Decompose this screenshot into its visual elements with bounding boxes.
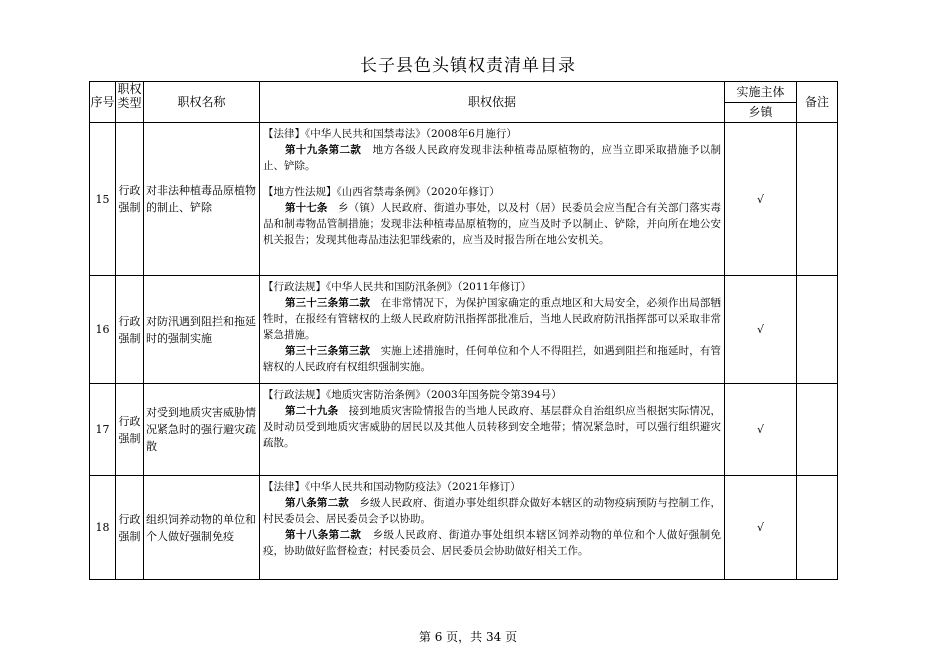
- row-type: 行政强制: [116, 476, 144, 580]
- powers-table: [89, 81, 838, 580]
- page-title: 长子县色头镇权责清单目录: [360, 56, 576, 76]
- basis-article: 第十七条: [285, 202, 328, 214]
- header-type: 职权类型: [116, 82, 144, 123]
- basis-article: 第八条第二款: [285, 497, 349, 509]
- row-subject-check: √: [725, 476, 797, 580]
- row-name: 对受到地质灾害威胁情况紧急时的强行避灾疏散: [144, 384, 260, 476]
- row-type: 行政强制: [116, 384, 144, 476]
- basis-source: 【行政法规】《地质灾害防治条例》（2003年国务院令第394号）: [263, 389, 562, 401]
- row-seq: 16: [90, 276, 116, 384]
- basis-text: 实施上述措施时，任何单位和个人不得阻拦，如遇到阻拦和拖延时，有管辖权的人民政府有权组织强制实施。: [263, 345, 722, 373]
- basis-article: 第十九条第二款: [285, 144, 362, 156]
- row-note: [797, 476, 838, 580]
- row-name: 对防汛遇到阻拦和拖延时的强制实施: [144, 276, 260, 384]
- basis-source: 【法律】《中华人民共和国禁毒法》（2008年6月施行）: [263, 128, 517, 140]
- basis-article: 第二十九条: [285, 405, 339, 417]
- row-subject-check: √: [725, 384, 797, 476]
- row-name: 组织饲养动物的单位和个人做好强制免疫: [144, 476, 260, 580]
- header-seq: 序号: [90, 82, 116, 123]
- row-name: 对非法种植毒品原植物的制止、铲除: [144, 123, 260, 276]
- header-name: 职权名称: [144, 82, 260, 123]
- row-seq: 15: [90, 123, 116, 276]
- table-row: [90, 276, 838, 384]
- row-type: 行政强制: [116, 123, 144, 276]
- table-row: [90, 384, 838, 476]
- header-basis: 职权依据: [260, 82, 725, 123]
- basis-text: 在非常情况下，为保护国家确定的重点地区和大局安全，必须作出局部牺牲时，在报经有管辖权的上级人民政府防汛指挥部批准后，当地人民政府防汛指挥部可以采取非常紧急措施。: [263, 297, 722, 341]
- row-subject-check: √: [725, 123, 797, 276]
- row-type: 行政强制: [116, 276, 144, 384]
- row-note: [797, 276, 838, 384]
- row-seq: 18: [90, 476, 116, 580]
- row-basis: [260, 123, 725, 276]
- row-basis: [260, 476, 725, 580]
- row-seq: 17: [90, 384, 116, 476]
- row-basis: [260, 384, 725, 476]
- basis-article: 第三十三条第二款: [285, 297, 371, 309]
- basis-text: 地方各级人民政府发现非法种植毒品原植物的，应当立即采取措施予以制止、铲除。: [263, 144, 722, 172]
- row-basis: [260, 276, 725, 384]
- basis-text: 接到地质灾害险情报告的当地人民政府、基层群众自治组织应当根据实际情况，及时动员受到地质灾害威胁的居民以及其他人员转移到安全地带；情况紧急时，可以强行组织避灾疏散。: [263, 405, 722, 449]
- page-footer: 第 6 页，共 34 页: [418, 630, 518, 644]
- basis-source: 【行政法规】《中华人民共和国防汛条例》（2011年修订）: [263, 281, 532, 293]
- basis-article: 第三十三条第三款: [285, 345, 371, 357]
- row-note: [797, 384, 838, 476]
- basis-source: 【地方性法规】《山西省禁毒条例》（2020年修订）: [263, 186, 500, 198]
- header-note: 备注: [797, 82, 838, 123]
- row-subject-check: √: [725, 276, 797, 384]
- header-subject-sub: 乡镇: [725, 102, 797, 123]
- basis-text: 乡级人民政府、街道办事处组织群众做好本辖区的动物疫病预防与控制工作，村民委员会、居民委员会予以协助。: [263, 497, 722, 525]
- row-note: [797, 123, 838, 276]
- table-row: [90, 123, 838, 276]
- header-subject: 实施主体: [725, 82, 797, 103]
- basis-text: 乡（镇）人民政府、街道办事处，以及村（居）民委员会应当配合有关部门落实毒品和制毒物品管制措施；发现非法种植毒品原植物的，应当及时予以制止、铲除，并向所在地公安机关报告；发现其他毒品违法犯罪线索的，应当及时报告所在地公安机关。: [263, 202, 722, 246]
- basis-article: 第十八条第二款: [285, 529, 362, 541]
- table-row: [90, 476, 838, 580]
- basis-source: 【法律】《中华人民共和国动物防疫法》（2021年修订）: [263, 481, 521, 493]
- basis-text: 乡级人民政府、街道办事处组织本辖区饲养动物的单位和个人做好强制免疫，协助做好监督检查；村民委员会、居民委员会协助做好相关工作。: [263, 529, 722, 557]
